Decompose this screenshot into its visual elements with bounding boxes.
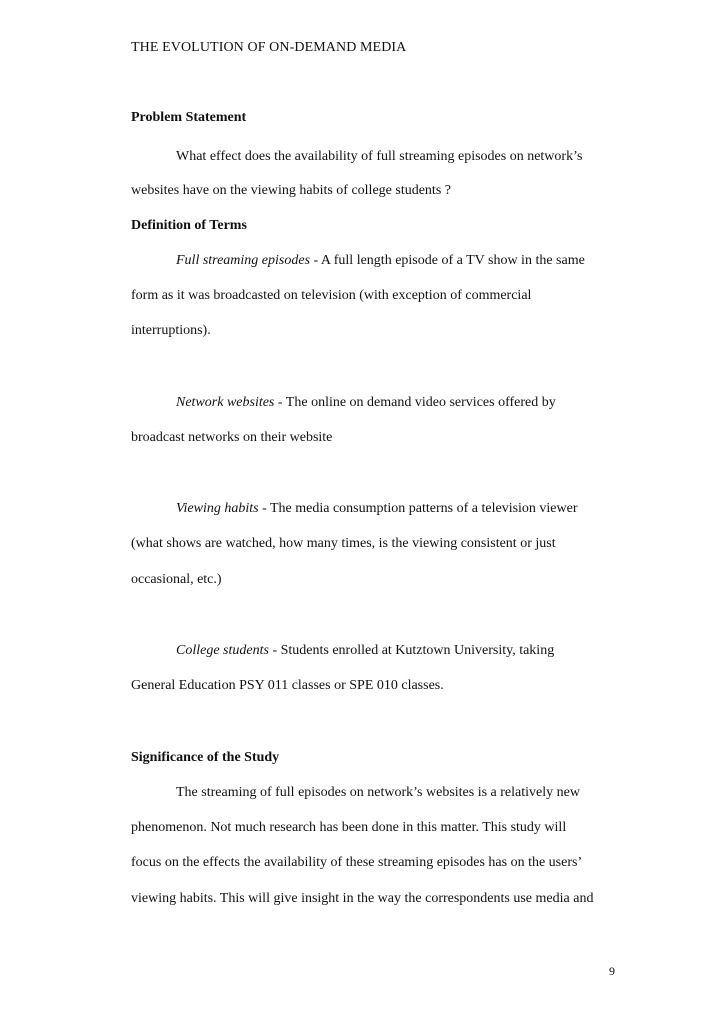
definition-college-students [176,643,554,659]
definition-viewing-habits [176,501,578,517]
definition-text: - Students enrolled at Kutztown University, taking [268,643,555,658]
paragraph-line: phenomenon. Not much research has been done in this matter. This study will [131,820,567,835]
term-label: Network websites [176,395,275,410]
paragraph-line: viewing habits. This will give insight in the way the correspondents use media and [131,891,594,906]
paragraph-line: General Education PSY 011 classes or SPE 010 classes. [131,678,444,693]
paragraph-line: focus on the effects the availability of these streaming episodes has on the users’ [131,855,583,870]
paragraph-line: (what shows are watched, how many times, is the viewing consistent or just [131,536,556,551]
paragraph-line: form as it was broadcasted on television (with exception of commercial [131,288,532,303]
paragraph-line: What effect does the availability of full streaming episodes on network’s [176,149,583,164]
heading-problem-statement: Problem Statement [131,110,247,125]
paragraph-line: occasional, etc.) [131,572,222,587]
paragraph-line: websites have on the viewing habits of college students ? [131,183,451,198]
paragraph-line: broadcast networks on their website [131,430,333,445]
definition-text: - A full length episode of a TV show in the same [310,253,585,268]
term-label: College students [176,643,269,658]
term-label: Viewing habits [176,501,259,516]
definition-text: - The online on demand video services offered by [274,395,556,410]
definition-network-websites [176,395,556,411]
paragraph-line: interruptions). [131,323,211,338]
running-head: THE EVOLUTION OF ON-DEMAND MEDIA [131,40,407,55]
paragraph-line: The streaming of full episodes on network’s websites is a relatively new [176,785,580,800]
definition-text: - The media consumption patterns of a television viewer [258,501,578,516]
definition-full-streaming [176,253,585,269]
page-number: 9 [609,964,615,978]
term-label: Full streaming episodes [176,253,311,268]
heading-significance: Significance of the Study [131,750,280,765]
heading-definition-of-terms: Definition of Terms [131,218,247,233]
